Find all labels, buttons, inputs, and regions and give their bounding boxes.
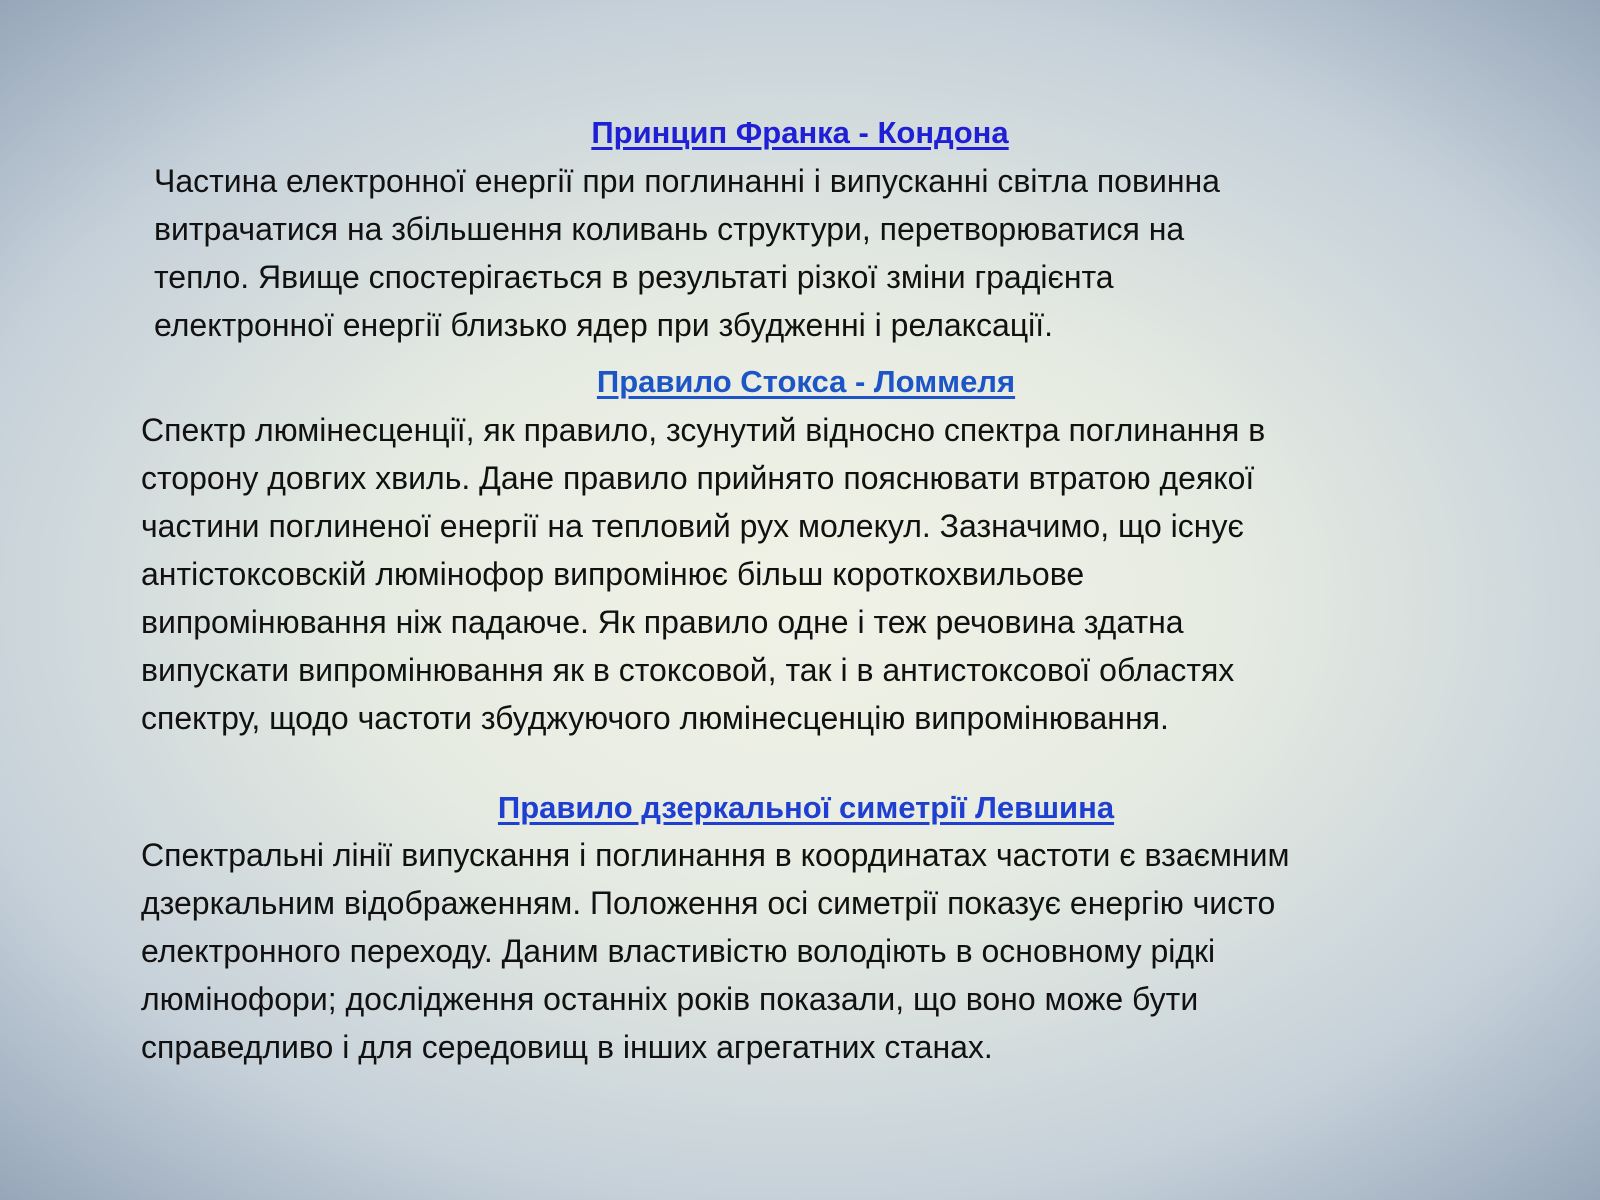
text-line: дзеркальним відображенням. Положення осі симетрії показує енергію чисто — [141, 885, 1276, 921]
heading-stokes-lommel[interactable]: Правило Стокса - Ломмеля — [596, 364, 1016, 399]
text-line: Спектральні лінії випускання і поглинання в координатах частоти є взаємним — [141, 837, 1290, 873]
text-line: Частина електронної енергії при поглинанні і випусканні світла повинна — [154, 163, 1220, 199]
text-line: частини поглиненої енергії на тепловий рух молекул. Зазначимо, що існує — [141, 508, 1244, 544]
text-line: Спектр люмінесценції, як правило, зсунутий відносно спектра поглинання в — [141, 412, 1266, 448]
text-line: справедливо і для середовищ в інших агрегатних станах. — [141, 1029, 993, 1065]
text-line: випускати випромінювання як в стоксовой, так і в антистоксової областях — [141, 652, 1235, 688]
paragraph-franck-condon — [154, 157, 1454, 349]
text-line: люмінофори; дослідження останніх років показали, що воно може бути — [141, 981, 1199, 1017]
heading-franck-condon[interactable]: Принцип Франка - Кондона — [591, 115, 1009, 150]
text-line: витрачатися на збільшення коливань структури, перетворюватися на — [154, 211, 1185, 247]
text-line: тепло. Явище спостерігається в результаті різкої зміни градієнта — [154, 259, 1114, 295]
paragraph-stokes-lommel — [141, 406, 1471, 742]
text-line: антістоксовскій люмінофор випромінює більш короткохвильове — [141, 556, 1085, 592]
text-line: випромінювання ніж падаюче. Як правило одне і теж речовина здатна — [141, 604, 1184, 640]
paragraph-levshin-mirror-symmetry — [141, 831, 1471, 1071]
heading-levshin-mirror-symmetry[interactable]: Правило дзеркальної симетрії Левшина — [497, 790, 1115, 825]
text-line: сторону довгих хвиль. Дане правило прийнято пояснювати втратою деякої — [141, 460, 1255, 496]
text-line: спектру, щодо частоти збуджуючого люмінесценцію випромінювання. — [141, 700, 1169, 736]
text-line: електронного переходу. Даним властивістю володіють в основному рідкі — [141, 933, 1216, 969]
text-line: електронної енергії близько ядер при збудженні і релаксації. — [154, 307, 1054, 343]
